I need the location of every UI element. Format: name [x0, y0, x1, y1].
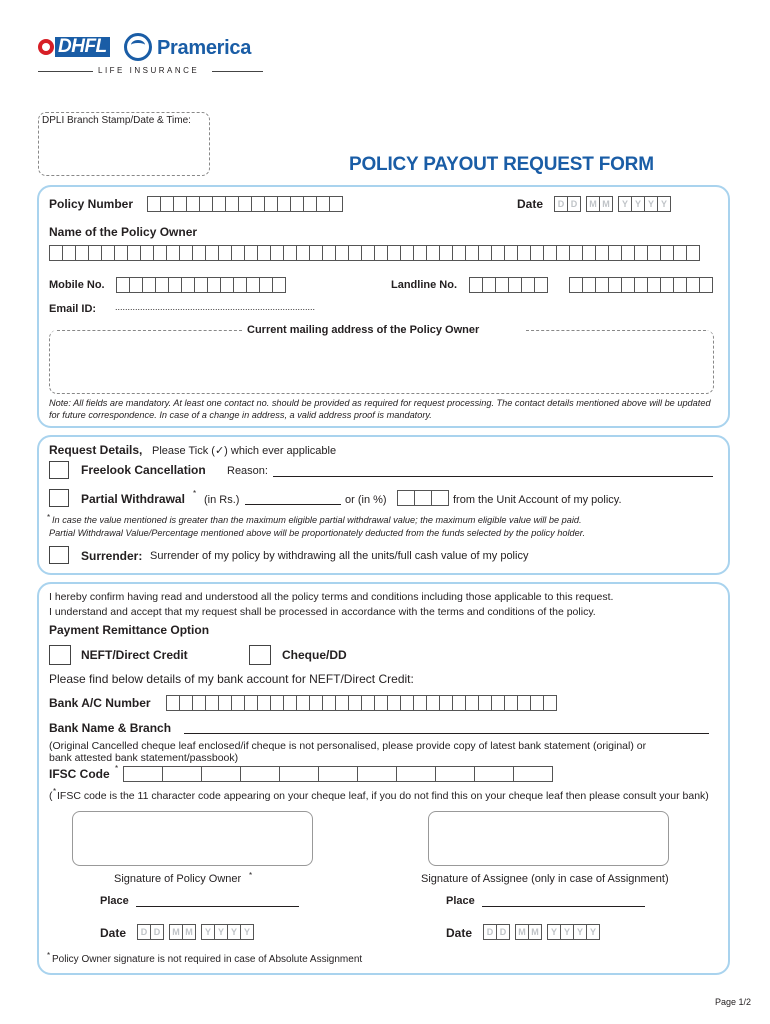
policy-number-label: Policy Number [49, 197, 134, 211]
ifsc-note-open: ( [49, 790, 53, 802]
owner-date-label: Date [100, 926, 127, 940]
request-details-title: Request Details, [49, 443, 143, 457]
mobile-label: Mobile No. [49, 279, 105, 291]
footnote: Policy Owner signature is not required in case of Absolute Assignment [52, 954, 363, 965]
tagline: LIFE INSURANCE [98, 66, 200, 75]
neft-checkbox[interactable] [49, 645, 71, 665]
partial-note-1: In case the value mentioned is greater than the maximum eligible partial withdrawal value; the maximum eligible value will be paid. [52, 515, 582, 525]
partial-note-star: * [47, 513, 51, 522]
bank-ac-label: Bank A/C Number [49, 696, 151, 710]
pramerica-wordmark: Pramerica [157, 37, 252, 59]
page-number: Page 1/2 [715, 997, 752, 1007]
dhfl-emblem-center [42, 43, 50, 51]
email-label: Email ID: [49, 303, 97, 315]
owner-place-input[interactable] [136, 906, 299, 907]
ifsc-label: IFSC Code [49, 767, 110, 781]
in-pct-label: or (in %) [345, 494, 387, 506]
surrender-checkbox[interactable] [49, 546, 69, 564]
cheque-note-2: bank attested bank statement/passbook) [49, 752, 239, 764]
owner-signature-box[interactable] [72, 811, 313, 866]
landline-label: Landline No. [391, 279, 457, 291]
reason-input[interactable] [273, 476, 713, 477]
branch-stamp-label: DPLI Branch Stamp/Date & Time: [42, 115, 191, 126]
payment-title: Payment Remittance Option [49, 623, 210, 637]
partial-withdrawal-checkbox[interactable] [49, 489, 69, 507]
bank-name-input[interactable] [184, 733, 709, 734]
pramerica-emblem-inner [131, 40, 145, 50]
confirm-line-2: I understand and accept that my request shall be processed in accordance with the terms and conditions of the policy. [49, 606, 596, 618]
partial-note-2: Partial Withdrawal Value/Percentage mentioned above will be proportionately deducted from the funds selected by the policy holder. [49, 528, 585, 538]
confirm-line-1: I hereby confirm having read and understood all the policy terms and conditions including those applicable to this request. [49, 591, 614, 603]
assignee-place-input[interactable] [482, 906, 645, 907]
ifsc-note-star: * [53, 787, 57, 796]
owner-name-label: Name of the Policy Owner [49, 225, 198, 239]
amount-rs-input[interactable] [245, 504, 341, 505]
ifsc-note: IFSC code is the 11 character code appearing on your cheque leaf, if you do not find this on your cheque leaf then please consult your bank) [57, 790, 709, 802]
footnote-star: * [47, 951, 51, 960]
tagline-rule-left [38, 71, 93, 72]
bank-ac-input[interactable] [166, 695, 556, 711]
assignee-date-input[interactable]: D D M M Y Y Y Y [483, 924, 599, 940]
cheque-label: Cheque/DD [282, 648, 347, 662]
surrender-text: Surrender of my policy by withdrawing all the units/full cash value of my policy [150, 550, 529, 562]
address-input[interactable] [49, 330, 714, 394]
in-rs-label: (in Rs.) [204, 494, 240, 506]
email-input[interactable]: ................................................................................ [115, 302, 316, 312]
assignee-place-label: Place [446, 895, 475, 907]
reason-label: Reason: [227, 465, 268, 477]
landline-std-input[interactable] [469, 277, 547, 293]
partial-withdrawal-label: Partial Withdrawal [81, 492, 185, 506]
owner-signature-star: * [249, 871, 253, 880]
address-top-rule-left [57, 330, 242, 331]
ifsc-input[interactable] [123, 766, 552, 782]
bank-name-label: Bank Name & Branch [49, 721, 172, 735]
mobile-input[interactable] [116, 277, 285, 293]
date-label: Date [517, 197, 544, 211]
percent-input[interactable] [397, 490, 448, 506]
owner-date-input[interactable]: D D M M Y Y Y Y [137, 924, 253, 940]
address-title: Current mailing address of the Policy Owner [247, 324, 480, 336]
freelook-checkbox[interactable] [49, 461, 69, 479]
assignee-signature-box[interactable] [428, 811, 669, 866]
find-below-text: Please find below details of my bank account for NEFT/Direct Credit: [49, 672, 414, 686]
dhfl-logo [38, 37, 118, 57]
tagline-rule-right [212, 71, 263, 72]
policy-number-input[interactable] [147, 196, 342, 212]
from-unit-label: from the Unit Account of my policy. [453, 494, 622, 506]
owner-name-input[interactable] [49, 245, 699, 261]
surrender-label: Surrender: [81, 549, 143, 563]
dhfl-wordmark: DHFL [55, 37, 110, 57]
landline-number-input[interactable] [569, 277, 712, 293]
freelook-label: Freelook Cancellation [81, 463, 206, 477]
assignee-signature-label: Signature of Assignee (only in case of Assignment) [421, 873, 669, 885]
neft-label: NEFT/Direct Credit [81, 648, 188, 662]
cheque-checkbox[interactable] [249, 645, 271, 665]
ifsc-star: * [115, 764, 119, 773]
owner-signature-label: Signature of Policy Owner [114, 873, 242, 885]
owner-place-label: Place [100, 895, 129, 907]
address-top-rule-right [526, 330, 706, 331]
cheque-note-1: (Original Cancelled cheque leaf enclosed/if cheque is not personalised, please provide copy of latest bank statement (original) or [49, 740, 647, 752]
assignee-date-label: Date [446, 926, 473, 940]
request-details-subtitle: Please Tick (✓) which ever applicable [152, 445, 337, 457]
date-input[interactable]: D D M M Y Y Y Y [554, 196, 670, 212]
form-title: POLICY PAYOUT REQUEST FORM [349, 154, 654, 175]
owner-note: Note: All fields are mandatory. At least one contact no. should be provided as required for request processing. The contact details mentioned above will be updated for future correspondence. In case of a change in address, a valid address proof is mandatory. [49, 398, 711, 420]
partial-star: * [193, 489, 197, 498]
